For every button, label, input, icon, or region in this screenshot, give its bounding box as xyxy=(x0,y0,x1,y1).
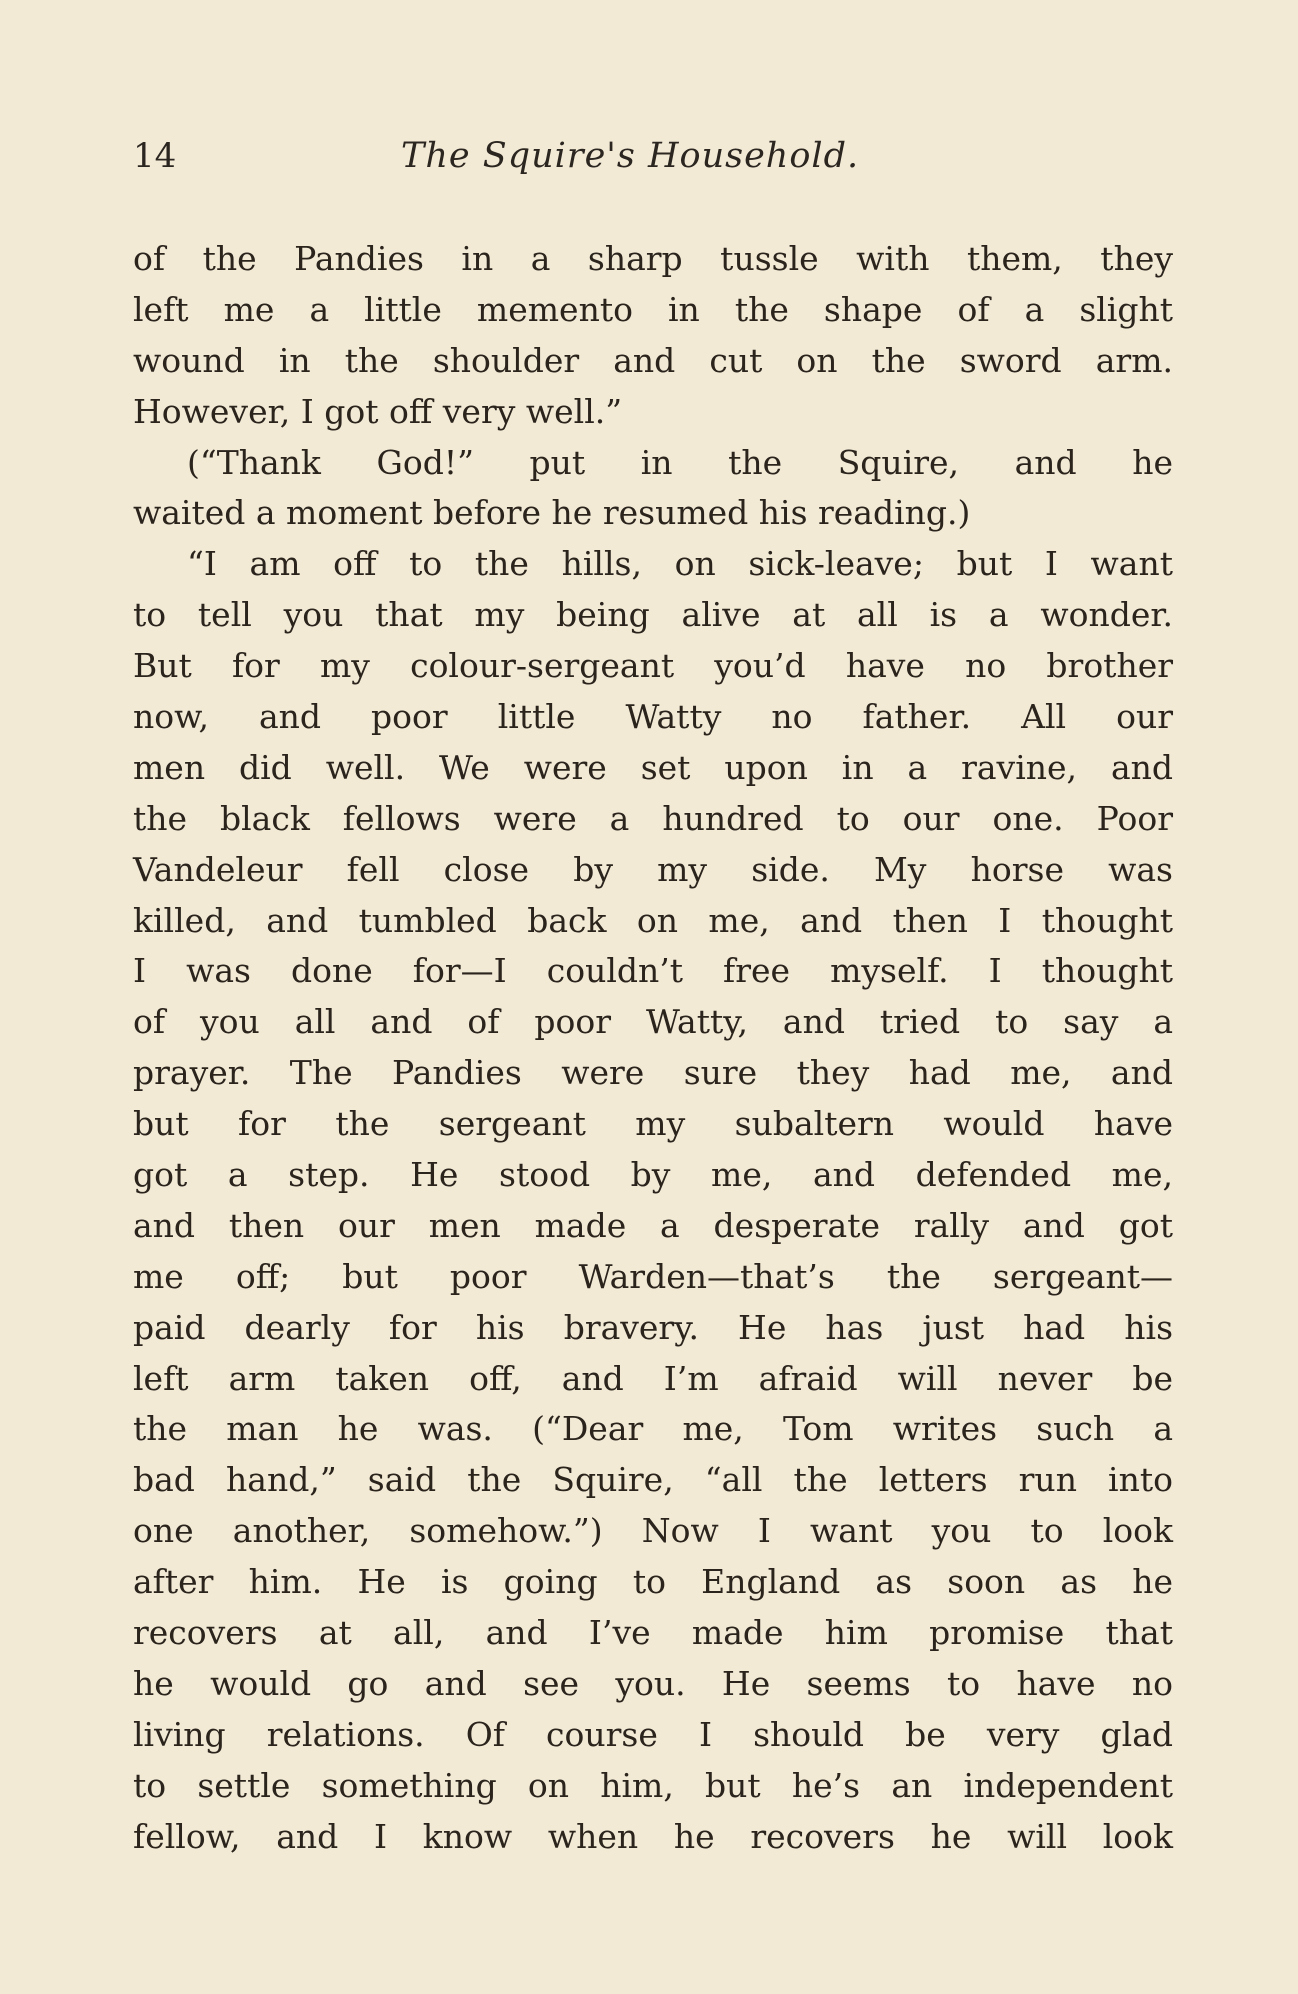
text-line: bad hand,” said the Squire, “all the letters run into xyxy=(133,1460,1173,1500)
running-title: The Squire's Household. xyxy=(401,136,860,176)
text-line: killed, and tumbled back on me, and then I thought xyxy=(133,900,1173,940)
page-number: 14 xyxy=(133,136,177,176)
text-line: the black fellows were a hundred to our one. Poor xyxy=(133,798,1173,838)
text-line: to settle something on him, but he’s an independent xyxy=(133,1765,1173,1805)
text-line: recovers at all, and I’ve made him promise that xyxy=(133,1613,1173,1653)
text-line: and then our men made a desperate rally and got xyxy=(133,1205,1173,1245)
text-line: now, and poor little Watty no father. All our xyxy=(133,697,1173,737)
text-line: However, I got off very well.” xyxy=(133,391,623,431)
text-line: men did well. We were set upon in a ravine, and xyxy=(133,747,1173,787)
text-line: he would go and see you. He seems to have no xyxy=(133,1663,1173,1703)
text-line: But for my colour-sergeant you’d have no brother xyxy=(133,646,1173,686)
text-line: after him. He is going to England as soon as he xyxy=(133,1562,1173,1602)
text-line: of you all and of poor Watty, and tried to say a xyxy=(133,1002,1173,1042)
text-line: prayer. The Pandies were sure they had me, and xyxy=(133,1053,1173,1093)
text-line: me off; but poor Warden—that’s the sergeant— xyxy=(133,1256,1173,1296)
text-line: paid dearly for his bravery. He has just had his xyxy=(133,1307,1173,1347)
text-line: but for the sergeant my subaltern would have xyxy=(133,1104,1173,1144)
text-line: Vandeleur fell close by my side. My horse was xyxy=(133,849,1173,889)
text-line: one another, somehow.”) Now I want you to look xyxy=(133,1511,1173,1551)
text-line: “I am off to the hills, on sick-leave; but I want xyxy=(187,544,1173,584)
text-line: waited a moment before he resumed his reading.) xyxy=(133,493,971,533)
text-line: I was done for—I couldn’t free myself. I thought xyxy=(133,951,1173,991)
text-line: (“Thank God!” put in the Squire, and he xyxy=(187,442,1173,482)
text-line: living relations. Of course I should be very glad xyxy=(133,1714,1173,1754)
page-header xyxy=(133,128,1173,184)
text-line: left arm taken off, and I’m afraid will never be xyxy=(133,1358,1173,1398)
text-line: the man he was. (“Dear me, Tom writes such a xyxy=(133,1409,1173,1449)
text-line: to tell you that my being alive at all is a wonder. xyxy=(133,595,1173,635)
text-line: got a step. He stood by me, and defended me, xyxy=(133,1155,1173,1195)
text-line: wound in the shoulder and cut on the sword arm. xyxy=(133,340,1173,380)
text-line: fellow, and I know when he recovers he will look xyxy=(133,1816,1173,1856)
body-text xyxy=(133,234,1173,1863)
text-line: left me a little memento in the shape of a slight xyxy=(133,289,1173,329)
text-line: of the Pandies in a sharp tussle with them, they xyxy=(133,239,1173,278)
